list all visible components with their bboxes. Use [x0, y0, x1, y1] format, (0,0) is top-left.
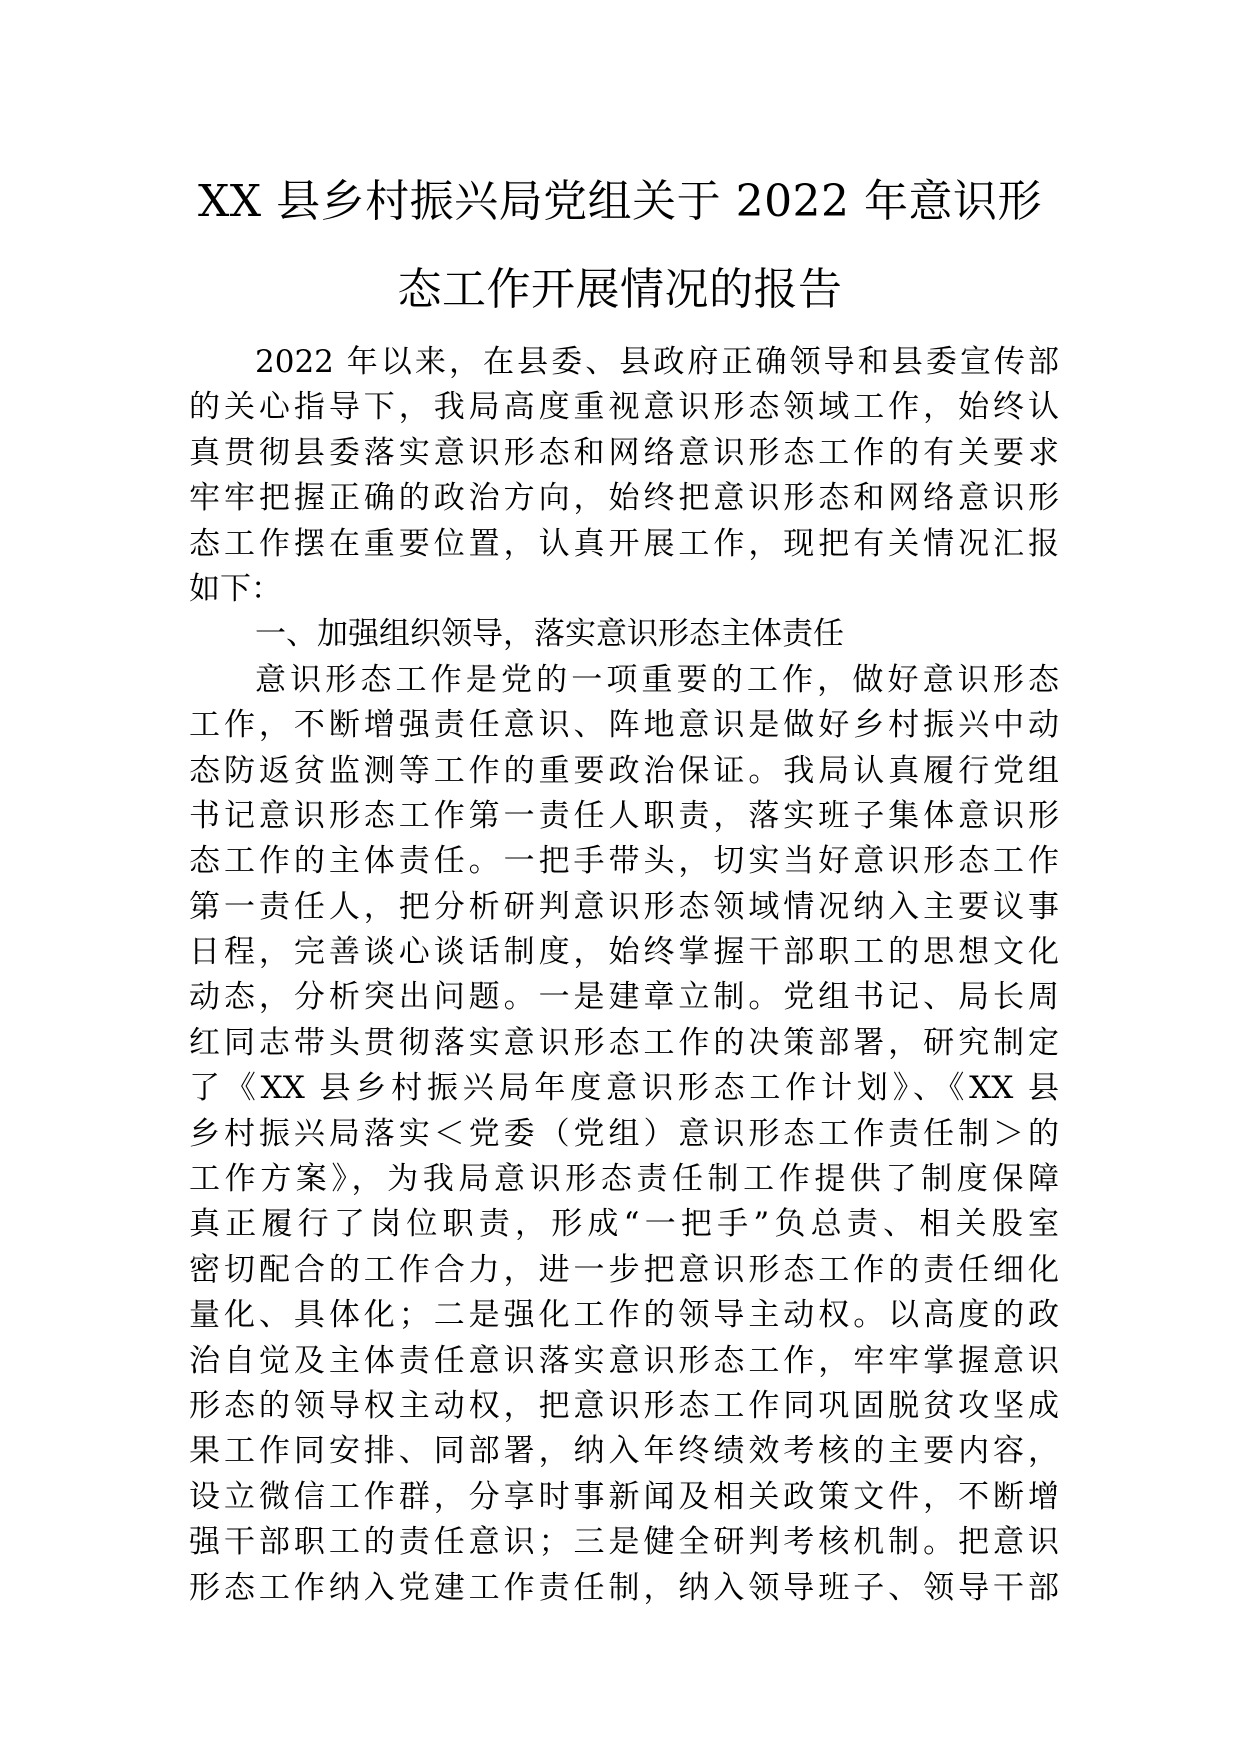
paragraph-line: 设立微信工作群，分享时事新闻及相关政策文件，不断增 [189, 1478, 1059, 1515]
paragraph-line: 果工作同安排、同部署，纳入年终绩效考核的主要内容， [189, 1433, 1059, 1470]
paragraph-line: 乡村振兴局落实＜党委（党组）意识形态工作责任制＞的 [189, 1115, 1059, 1152]
document-title-line-2: 态工作开展情况的报告 [397, 264, 843, 315]
paragraph-line: 密切配合的工作合力，进一步把意识形态工作的责任细化 [189, 1251, 1059, 1288]
paragraph-line: 态工作的主体责任。一把手带头，切实当好意识形态工作 [189, 843, 1059, 880]
paragraph-line: 工作方案》，为我局意识形态责任制工作提供了制度保障 [189, 1161, 1059, 1198]
paragraph-line: 红同志带头贯彻落实意识形态工作的决策部署，研究制定 [189, 1024, 1059, 1061]
paragraph-line: 真正履行了岗位职责，形成“一把手”负总责、相关股室 [189, 1206, 1059, 1243]
paragraph-line: 态防返贫监测等工作的重要政治保证。我局认真履行党组 [189, 752, 1059, 789]
paragraph-line: 牢牢把握正确的政治方向，始终把意识形态和网络意识形 [189, 480, 1059, 517]
document-title-line-1: XX 县乡村振兴局党组关于 2022 年意识形 [197, 176, 1043, 227]
paragraph-line: 真贯彻县委落实意识形态和网络意识形态工作的有关要求 [189, 434, 1059, 471]
paragraph-line: 如下： [189, 570, 282, 607]
paragraph-line: 意识形态工作是党的一项重要的工作，做好意识形态 [255, 661, 1059, 698]
paragraph-line: 的关心指导下，我局高度重视意识形态领域工作，始终认 [189, 389, 1059, 426]
document-body [189, 340, 1059, 1611]
paragraph-line: 书记意识形态工作第一责任人职责，落实班子集体意识形 [189, 797, 1059, 834]
paragraph-line: 2022 年以来，在县委、县政府正确领导和县委宣传部 [255, 344, 1059, 380]
paragraph-line: 治自觉及主体责任意识落实意识形态工作，牢牢掌握意识 [189, 1342, 1059, 1379]
paragraph-line: 动态，分析突出问题。一是建章立制。党组书记、局长周 [189, 979, 1059, 1016]
paragraph-line: 形态的领导权主动权，把意识形态工作同巩固脱贫攻坚成 [189, 1387, 1059, 1424]
paragraph-line: 量化、具体化；二是强化工作的领导主动权。以高度的政 [189, 1297, 1059, 1334]
paragraph-line: 态工作摆在重要位置，认真开展工作，现把有关情况汇报 [189, 525, 1059, 562]
paragraph-line: 强干部职工的责任意识；三是健全研判考核机制。把意识 [189, 1524, 1059, 1561]
section-heading: 一、加强组织领导，落实意识形态主体责任 [255, 616, 844, 653]
paragraph-line: 工作，不断增强责任意识、阵地意识是做好乡村振兴中动 [189, 707, 1059, 744]
paragraph-line: 日程，完善谈心谈话制度，始终掌握干部职工的思想文化 [189, 934, 1059, 971]
paragraph-line: 第一责任人，把分析研判意识形态领域情况纳入主要议事 [189, 888, 1059, 925]
paragraph-line: 了《XX 县乡村振兴局年度意识形态工作计划》、《XX 县 [189, 1070, 1059, 1107]
paragraph-line: 形态工作纳入党建工作责任制，纳入领导班子、领导干部 [189, 1569, 1059, 1606]
